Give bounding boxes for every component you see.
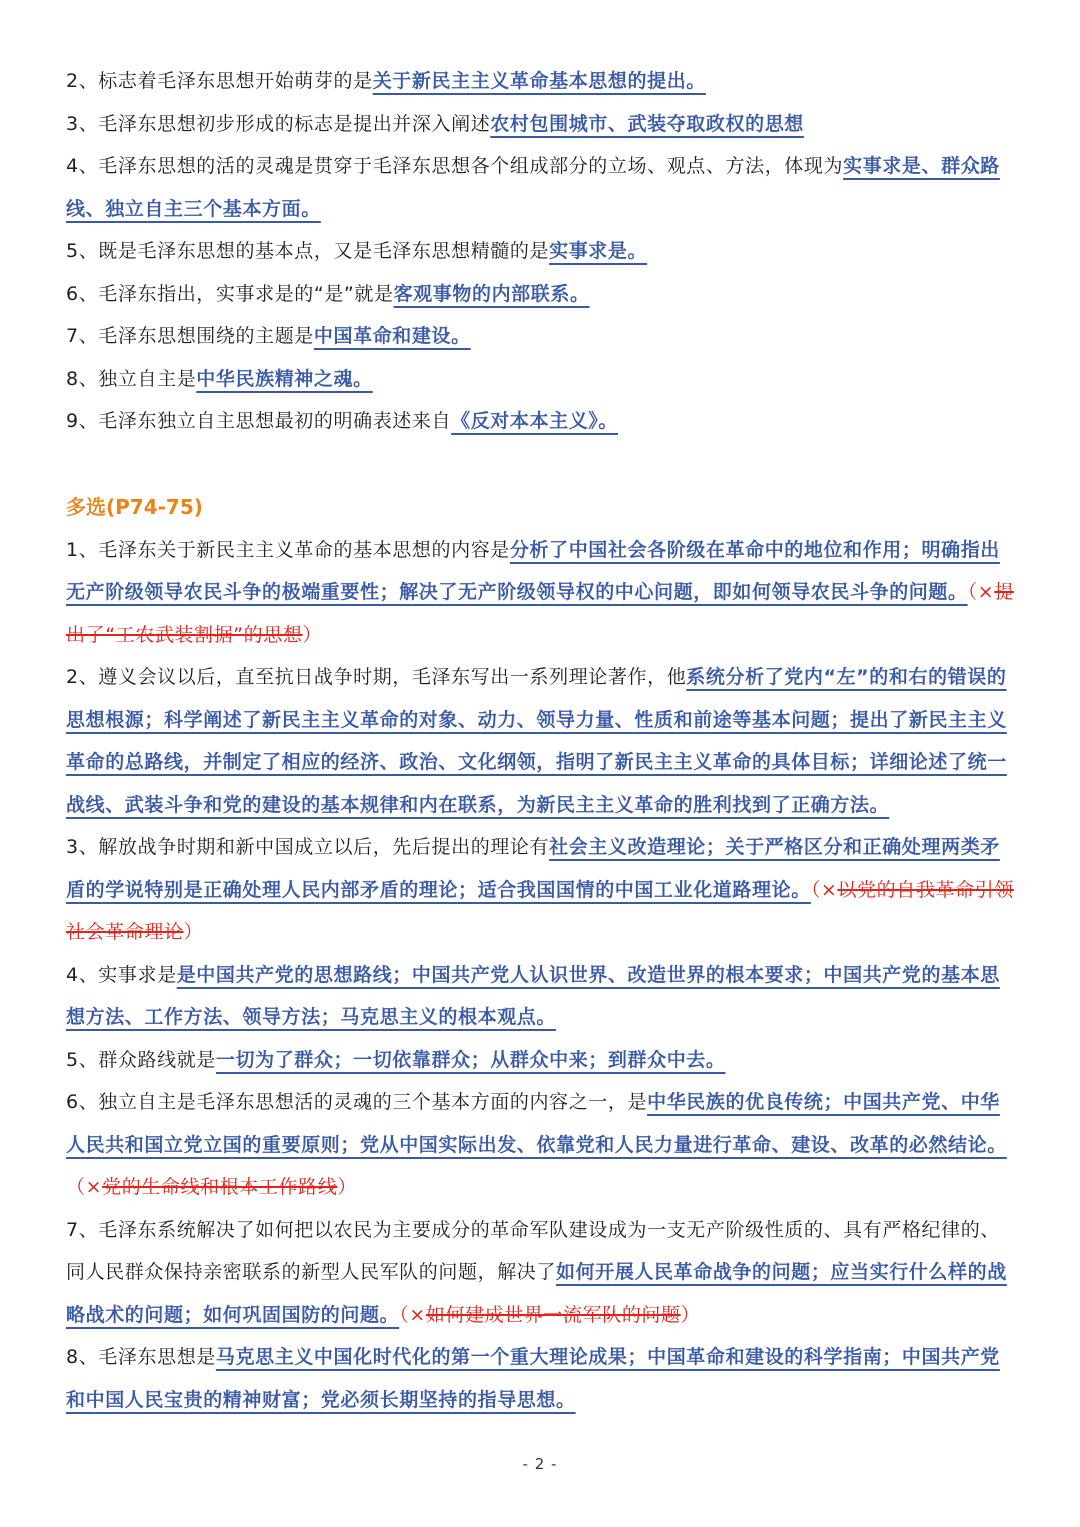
answer-text: 是中国共产党的思想路线；中国共产党人认识世界、改造世界的根本要求；中国共产党的基本思想方法、工作方法、领导方法；马克思主义的根本观点。 — [66, 963, 1000, 1028]
single-item-6 — [66, 273, 1018, 316]
answer-text: 农村包围城市、武装夺取政权的思想 — [490, 112, 804, 135]
wrong-option: （×以党的自我革命引领社会革命理论） — [66, 878, 1014, 943]
answer-text: 实事求是、群众路线、独立自主三个基本方面。 — [66, 155, 1000, 220]
single-item-2 — [66, 60, 1018, 103]
wrong-option: （×如何建成世界一流军队的问题） — [399, 1303, 701, 1326]
answer-text: 实事求是。 — [549, 240, 648, 262]
answer-text: 中华民族精神之魂。 — [196, 367, 373, 390]
multi-item-5 — [66, 1039, 1018, 1082]
question-text: 1、毛泽东关于新民主主义革命的基本思想的内容是 — [66, 538, 510, 561]
question-text: 3、解放战争时期和新中国成立以后，先后提出的理论有 — [66, 836, 550, 858]
question-text: 8、独立自主是 — [66, 367, 197, 390]
answer-text: 社会主义改造理论；关于严格区分和正确处理两类矛盾的学说特别是正确处理人民内部矛盾的理论；适合我国国情的中国工业化道路理论。 — [66, 836, 1000, 901]
multi-item-2 — [66, 656, 1018, 826]
single-item-4 — [66, 145, 1018, 230]
answer-text: 如何开展人民革命战争的问题；应当实行什么样的战略战术的问题；如何巩固国防的问题。 — [66, 1261, 1007, 1326]
answer-text: 中华民族的优良传统；中国共产党、中华人民共和国立党立国的重要原则；党从中国实际出发、依靠党和人民力量进行革命、建设、改革的必然结论。 — [66, 1091, 1007, 1156]
answer-text: 中国革命和建设。 — [313, 325, 471, 347]
single-item-3 — [66, 103, 1018, 146]
answer-text: 一切为了群众；一切依靠群众；从群众中来；到群众中去。 — [215, 1048, 726, 1071]
single-item-7 — [66, 315, 1018, 358]
question-text: 7、毛泽东系统解决了如何把以农民为主要成分的革命军队建设成为一支无产阶级性质的、具有严格纪律的、同人民群众保持亲密联系的新型人民军队的问题，解决了 — [66, 1218, 1000, 1283]
question-text: 5、既是毛泽东思想的基本点，又是毛泽东思想精髓的是 — [66, 240, 550, 262]
answer-text: 系统分析了党内“左”的和右的错误的思想根源；科学阐述了新民主主义革命的对象、动力、领导力量、性质和前途等基本问题；提出了新民主主义革命的总路线，并制定了相应的经济、政治、文化纲领，指明了新民主主义革命的具体目标；详细论述了统一战线、武装斗争和党的建设的基本规律和内在联系，为新民主主义革命的胜利找到了正确方法。 — [66, 666, 1007, 816]
multi-item-3 — [66, 826, 1018, 954]
multi-item-8 — [66, 1336, 1018, 1421]
answer-text: 客观事物的内部联系。 — [393, 282, 590, 305]
wrong-option: （×提出了“工农武装割据”的思想） — [66, 581, 1014, 646]
multi-item-7 — [66, 1209, 1018, 1337]
multi-item-1 — [66, 529, 1018, 657]
question-text: 5、群众路线就是 — [66, 1048, 216, 1071]
document-page — [66, 60, 1018, 1421]
multi-section-title: 多选(P74-75) — [66, 494, 203, 519]
answer-text: 马克思主义中国化时代化的第一个重大理论成果；中国革命和建设的科学指南；中国共产党和中国人民宝贵的精神财富；党必须长期坚持的指导思想。 — [66, 1346, 1000, 1411]
question-text: 2、标志着毛泽东思想开始萌芽的是 — [66, 70, 373, 92]
multi-item-4 — [66, 954, 1018, 1039]
answer-text: 《反对本本主义》。 — [451, 410, 618, 432]
question-text: 3、毛泽东思想初步形成的标志是提出并深入阐述 — [66, 112, 491, 135]
question-text: 6、毛泽东指出，实事求是的“是”就是 — [66, 282, 394, 305]
question-text: 9、毛泽东独立自主思想最初的明确表述来自 — [66, 410, 452, 432]
question-text: 8、毛泽东思想是 — [66, 1346, 216, 1368]
question-text: 2、遵义会议以后，直至抗日战争时期，毛泽东写出一系列理论著作，他 — [66, 666, 687, 688]
single-item-8 — [66, 358, 1018, 401]
page-number: - 2 - — [522, 1455, 558, 1473]
question-text: 6、独立自主是毛泽东思想活的灵魂的三个基本方面的内容之一，是 — [66, 1091, 648, 1113]
question-text: 4、实事求是 — [66, 963, 177, 986]
single-item-5 — [66, 230, 1018, 273]
question-text: 7、毛泽东思想围绕的主题是 — [66, 325, 314, 347]
wrong-option: （×党的生命线和根本工作路线） — [66, 1176, 357, 1198]
question-text: 4、毛泽东思想的活的灵魂是贯穿于毛泽东思想各个组成部分的立场、观点、方法，体现为 — [66, 155, 844, 177]
answer-text: 分析了中国社会各阶级在革命中的地位和作用；明确指出无产阶级领导农民斗争的极端重要性；解决了无产阶级领导权的中心问题，即如何领导农民斗争的问题。 — [66, 538, 1000, 603]
single-item-9 — [66, 400, 1018, 443]
section-spacer — [66, 443, 1018, 485]
multi-item-6 — [66, 1081, 1018, 1209]
answer-text: 关于新民主主义革命基本思想的提出。 — [372, 70, 706, 92]
